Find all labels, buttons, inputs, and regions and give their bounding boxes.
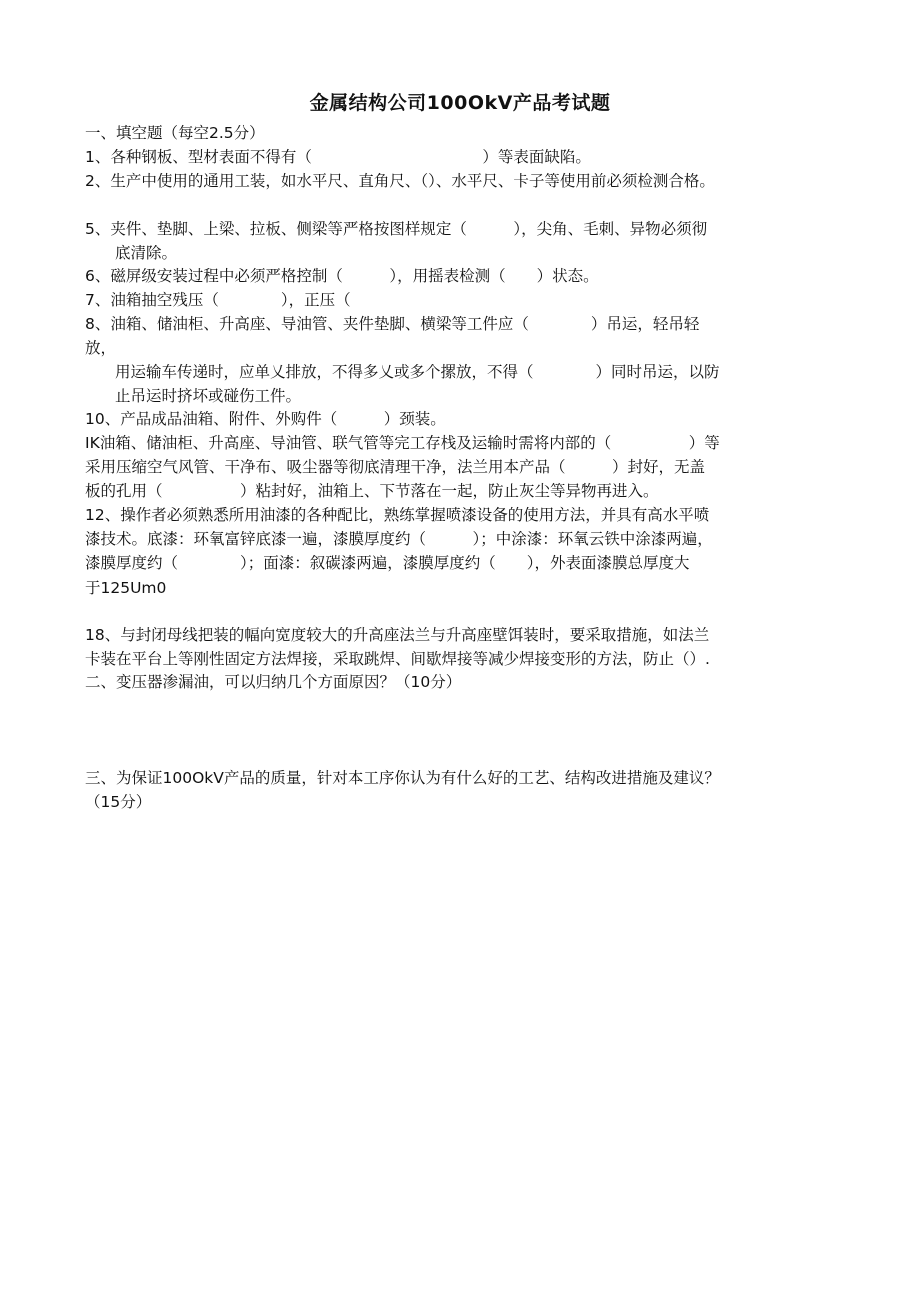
question-12-line-1: 12、操作者必须熟悉所用油漆的各种配比，熟练掌握喷漆设备的使用方法，并具有高水平喷 xyxy=(85,506,710,524)
question-18-line-1: 18、与封闭母线把装的幅向宽度较大的升高座法兰与升高座壁饵装时，要采取措施，如法兰 xyxy=(85,626,710,644)
exam-title: 金属结构公司100OkV产品考试题 xyxy=(309,92,611,114)
question-12-line-2: 漆技术。底漆：环氧富锌底漆一遍，漆膜厚度约（ ）；中涂漆：环氧云铁中涂漆两遍， xyxy=(85,530,713,548)
question-6: 6、磁屏级安装过程中必须严格控制（ ），用摇表检测（ ）状态。 xyxy=(85,267,599,285)
question-5-line-1: 5、夹件、垫脚、上梁、拉板、侧梁等严格按图样规定（ ），尖角、毛刺、异物必须彻 xyxy=(85,220,708,238)
question-1: 1、各种钢板、型材表面不得有（ ）等表面缺陷。 xyxy=(85,148,591,166)
section-heading-oil-leakage: 二、变压器渗漏油，可以归纳几个方面原因？（10分） xyxy=(85,673,462,691)
question-12-line-4: 于125Um0 xyxy=(85,579,167,597)
question-8-line-2: 放， xyxy=(85,339,117,357)
section-heading-fill-blank: 一、填空题（每空2.5分） xyxy=(85,124,265,142)
question-8-line-4: 止吊运时挤坏或碰伤工件。 xyxy=(115,387,302,405)
question-5-line-2: 底清除。 xyxy=(115,244,178,262)
question-8-line-1: 8、油箱、储油柜、升高座、导油管、夹件垫脚、横梁等工件应（ ）吊运，轻吊轻 xyxy=(85,315,700,333)
question-18-line-2: 卡装在平台上等刚性固定方法焊接，采取跳焊、间歇焊接等减少焊接变形的方法，防止（）. xyxy=(85,650,710,668)
question-10: 10、产品成品油箱、附件、外购件（ ）颈装。 xyxy=(85,410,446,428)
question-11-line-2: 采用压缩空气风管、干净布、吸尘器等彻底清理干净，法兰用本产品（ ）封好，无盖 xyxy=(85,458,706,476)
question-12-line-3: 漆膜厚度约（ ）；面漆：叙碳漆两遍，漆膜厚度约（ ），外表面漆膜总厚度大 xyxy=(85,554,690,572)
section-heading-improvement-line-2: （15分） xyxy=(85,793,152,811)
question-7: 7、油箱抽空残压（ ），正压（ xyxy=(85,291,351,309)
section-heading-improvement-line-1: 三、为保证100OkV产品的质量，针对本工序你认为有什么好的工艺、结构改进措施及建议？ xyxy=(85,769,720,787)
question-2: 2、生产中使用的通用工装，如水平尺、直角尺、（）、水平尺、卡子等使用前必须检测合格。 xyxy=(85,172,715,190)
question-8-line-3: 用运输车传递时，应单乂排放，不得多乂或多个摞放，不得（ ）同时吊运，以防 xyxy=(115,363,720,381)
question-11-line-1: IK油箱、储油柜、升高座、导油管、联气管等完工存栈及运输时需将内部的（ ）等 xyxy=(85,434,720,452)
question-11-line-3: 板的孔用（ ）粘封好，油箱上、下节落在一起，防止灰尘等异物再进入。 xyxy=(85,482,659,500)
